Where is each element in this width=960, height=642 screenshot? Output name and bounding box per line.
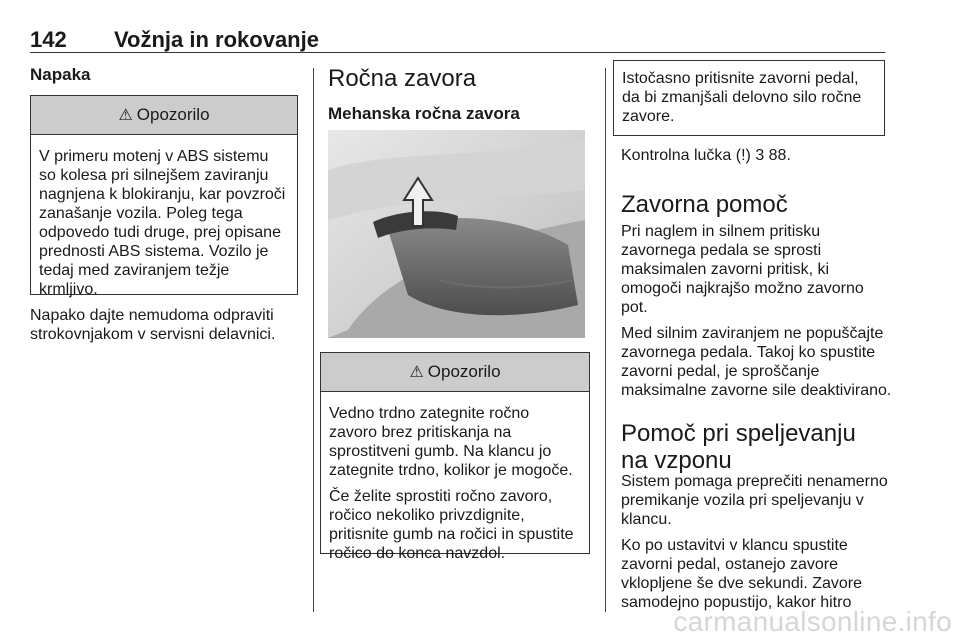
warning-header [321, 353, 589, 392]
warning-title: Opozorilo [136, 105, 210, 124]
paragraph-repair [30, 306, 302, 351]
heading-hill-start-assist: Pomoč pri speljevanju na vzponu [621, 420, 856, 474]
hill-paragraph-2: Ko po ustavitvi v klancu spustite zavorni pedal, ostanejo zavore vklopljene še dve sekundi. Zavore samodejno popustijo, kakor hitro [621, 537, 863, 611]
paragraph-repair-text: Napako dajte nemudoma odpraviti strokovnjakom v servisni delavnici. [30, 307, 276, 343]
assist-paragraph-2: Med silnim zaviranjem ne popuščajte zavornega pedala. Takoj ko spustite zavorni pedal, je sproščanje maksimalne zavorne sile deaktivirano. [621, 325, 892, 399]
warning-text-2: Če želite sprostiti ročno zavoro, ročico nekoliko privzdignite, pritisnite gumb na ročici in spustite ročico do konca navzdol. [329, 488, 574, 562]
heading-rocna-zavora: Ročna zavora [328, 65, 477, 92]
hill-text [621, 472, 893, 619]
hill-paragraph-1: Sistem pomaga preprečiti nenamerno premikanje vozila pri speljevanju v klancu. [621, 473, 888, 528]
handbrake-photo [328, 130, 585, 338]
assist-text [621, 222, 893, 407]
indicator-label: Kontrolna lučka [621, 147, 732, 164]
warning-triangle-icon: ⚠ [118, 107, 133, 124]
brake-warning-light-icon: (!) [735, 147, 751, 164]
warning-title: Opozorilo [427, 362, 501, 381]
chapter-title: Vožnja in rokovanje [114, 27, 319, 52]
page-reference: 3 88. [755, 147, 791, 164]
watermark: carmanualsonline.info [673, 606, 952, 637]
header-divider [30, 52, 885, 53]
section-label-napaka: Napaka [30, 65, 91, 84]
note-box-pedal [613, 60, 885, 136]
note-text: Istočasno pritisnite zavorni pedal, da bi zmanjšali delovno silo ročne zavore. [622, 70, 862, 125]
column-divider-1 [313, 68, 314, 612]
indicator-line [621, 146, 891, 165]
column-divider-2 [605, 68, 606, 612]
subheading-mehanska: Mehanska ročna zavora [328, 104, 520, 123]
warning-text-1: Vedno trdno zategnite ročno zavoro brez pritiskanja na sprostitveni gumb. Na klancu jo zategnite trdno, kolikor je mogoče. [329, 405, 573, 479]
warning-text: V primeru motenj v ABS sistemu so kolesa pri silnejšem zaviranju nagnjena k blokiranju, kar povzroči zanašanje vozila. Poleg tega odpovedo tudi druge, prej opisane prednosti ABS sistema. Vozilo je tedaj med zaviranjem težje krmljivo. [39, 148, 286, 298]
warning-box-handbrake [320, 352, 590, 562]
warning-body [31, 135, 297, 299]
heading-zavorna-pomoc: Zavorna pomoč [621, 191, 788, 218]
warning-body [321, 392, 589, 563]
warning-box-abs [30, 95, 298, 298]
page-number: 142 [30, 27, 67, 52]
warning-header [31, 96, 297, 135]
warning-triangle-icon: ⚠ [409, 364, 424, 381]
assist-paragraph-1: Pri naglem in silnem pritisku zavornega pedala se sprosti maksimalen zavorni pritisk, ki omogoči najkrajšo možno zavorno pot. [621, 223, 864, 316]
